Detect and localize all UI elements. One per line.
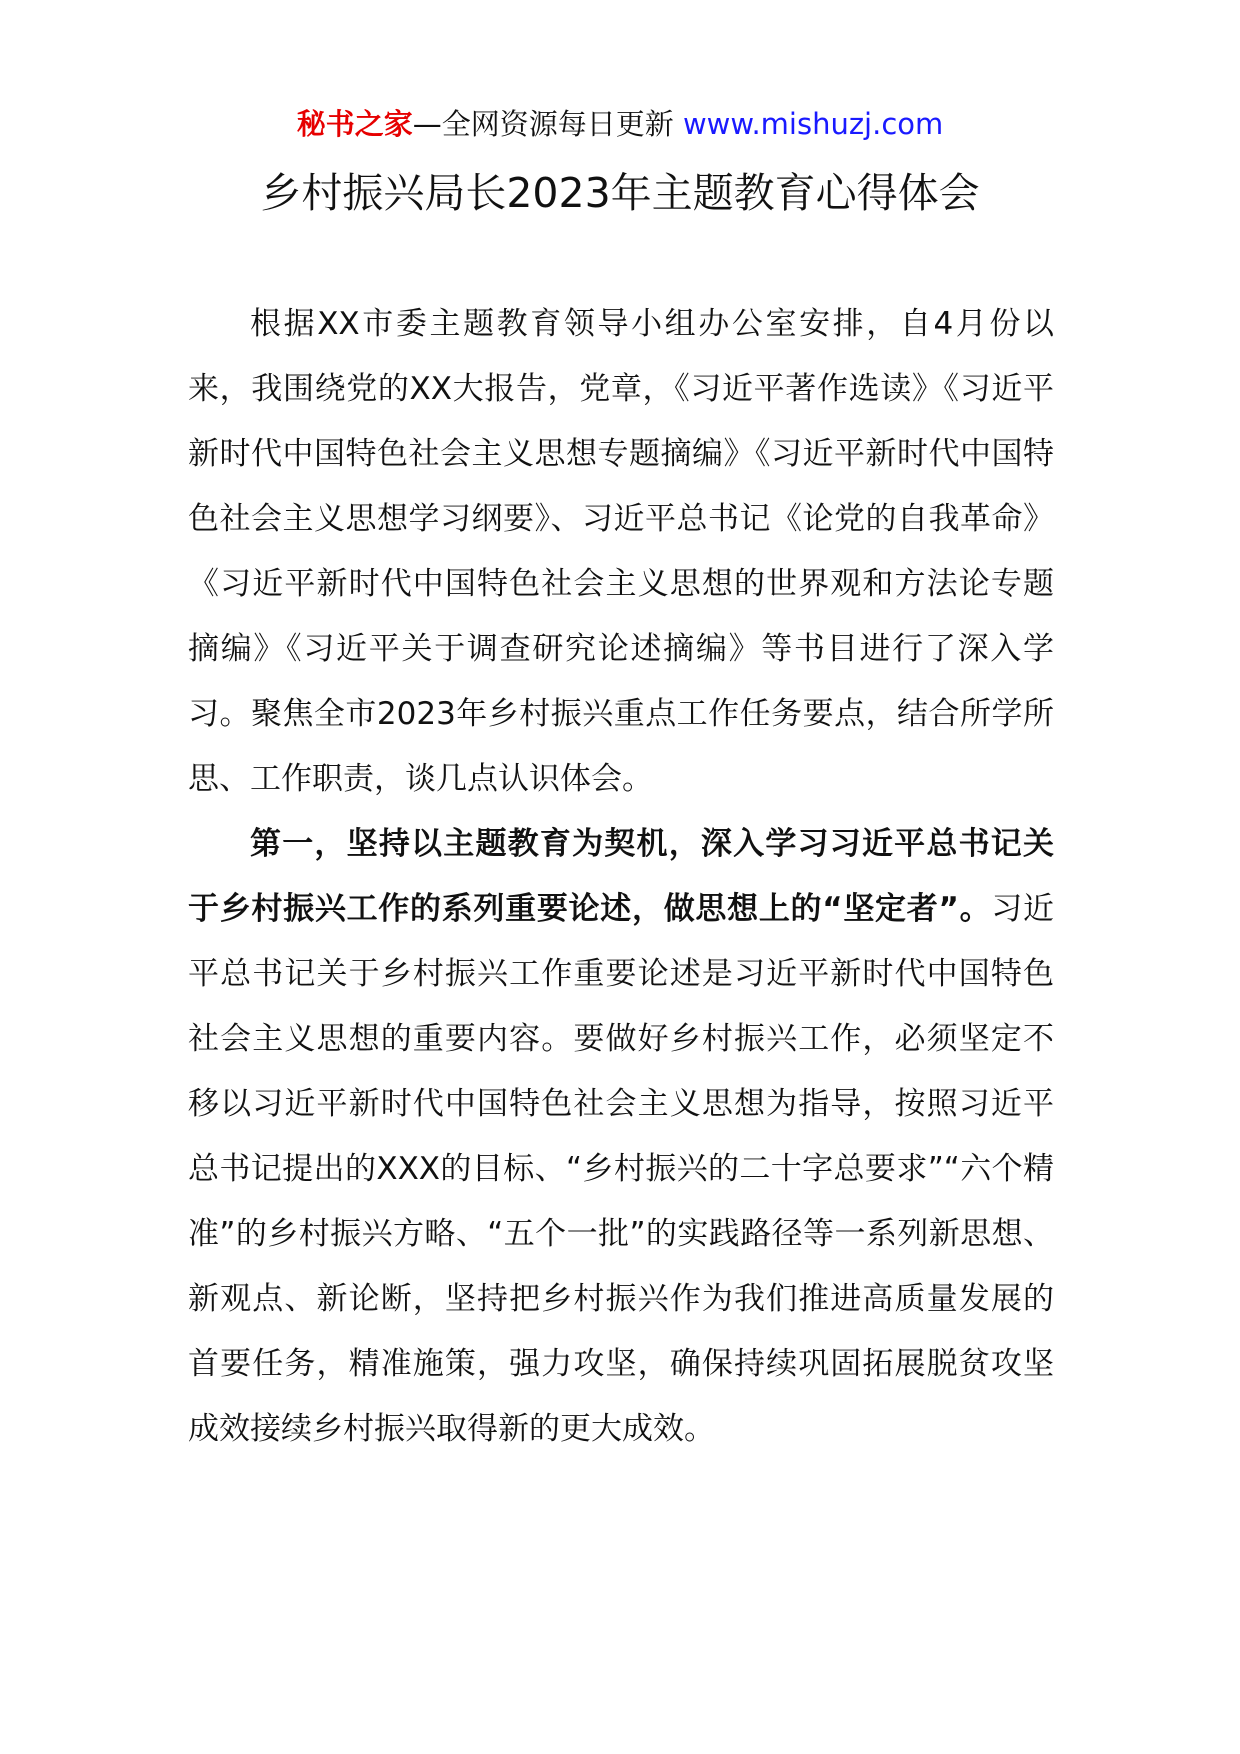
- document-body: [188, 292, 1054, 1462]
- paragraph-1: [188, 292, 1054, 812]
- header-tagline: —全网资源每日更新: [412, 107, 674, 141]
- site-header: [0, 100, 1240, 148]
- site-url-link[interactable]: www.mishuzj.com: [682, 107, 944, 141]
- paragraph-1-text: 根据XX市委主题教育领导小组办公室安排，自4月份以来，我围绕党的XX大报告，党章，《习近平著作选读》《习近平新时代中国特色社会主义思想专题摘编》《习近平新时代中国特色社会主义思想学习纲要》、习近平总书记《论党的自我革命》《习近平新时代中国特色社会主义思想的世界观和方法论专题摘编》《习近平关于调查研究论述摘编》等书目进行了深入学习。聚焦全市2023年乡村振兴重点工作任务要点，结合所学所思、工作职责，谈几点认识体会。: [188, 306, 1054, 797]
- paragraph-2-text: 习近平总书记关于乡村振兴工作重要论述是习近平新时代中国特色社会主义思想的重要内容。要做好乡村振兴工作，必须坚定不移以习近平新时代中国特色社会主义思想为指导，按照习近平总书记提出的XXX的目标、“乡村振兴的二十字总要求”“六个精准”的乡村振兴方略、“五个一批”的实践路径等一系列新思想、新观点、新论断，坚持把乡村振兴作为我们推进高质量发展的首要任务，精准施策，强力攻坚，确保持续巩固拓展脱贫攻坚成效接续乡村振兴取得新的更大成效。: [188, 891, 1055, 1447]
- paragraph-2: [188, 812, 1054, 1462]
- document-title: 乡村振兴局长2023年主题教育心得体会: [260, 169, 980, 217]
- paragraph-2-lead: 第一，坚持以主题教育为契机，深入学习习近平总书记关于乡村振兴工作的系列重要论述，做思想上的“坚定者”。: [188, 826, 1054, 927]
- brand-name: 秘书之家: [296, 107, 413, 141]
